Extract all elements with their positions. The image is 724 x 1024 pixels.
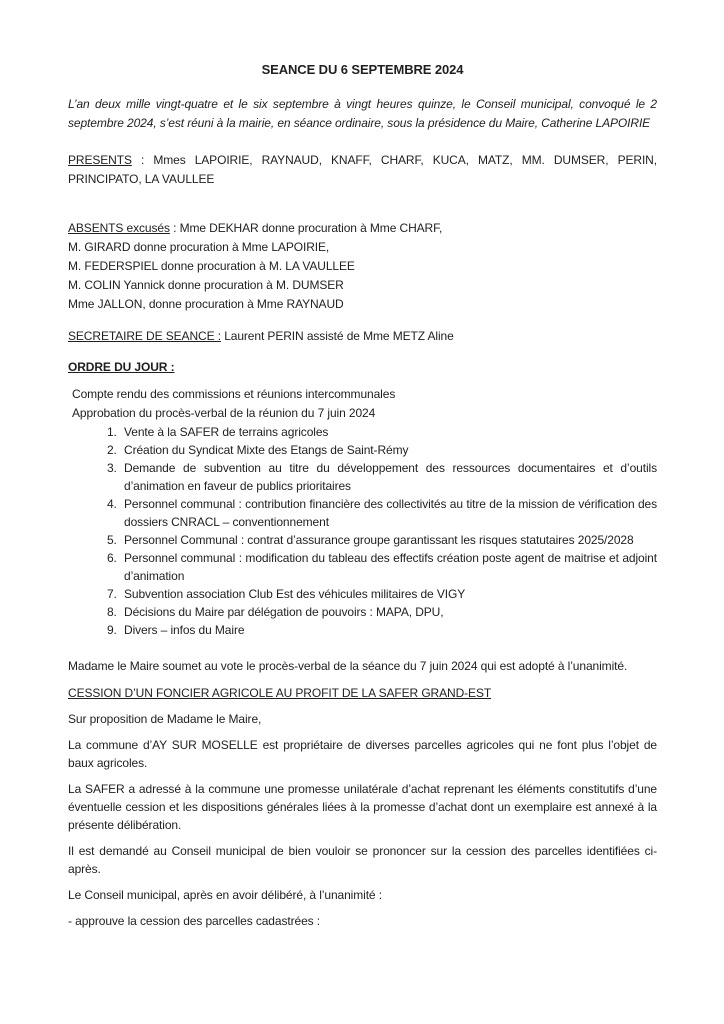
presents-paragraph xyxy=(68,151,657,189)
agenda-item: 1. Vente à la SAFER de terrains agricoles xyxy=(120,423,657,441)
cession-paragraph: La SAFER a adressé à la commune une promesse unilatérale d’achat reprenant les éléments constitutifs d’une éventuelle cession et les dispositions générales liées à la promesse d’achat dont un exemplaire est annexé à la présente délibération. xyxy=(68,782,657,832)
agenda-item: 5. Personnel Communal : contrat d’assurance groupe garantissant les risques statutaires 2025/2028 xyxy=(120,531,657,549)
secretaire-paragraph xyxy=(68,327,657,346)
agenda-item: 3. Demande de subvention au titre du développement des ressources documentaires et d’outils d’animation en faveur de publics prioritaires xyxy=(120,459,657,495)
ordre-du-jour-heading: ORDRE DU JOUR : xyxy=(68,360,175,374)
page-title: SEANCE DU 6 SEPTEMBRE 2024 xyxy=(261,62,464,77)
agenda-pre-item: Compte rendu des commissions et réunions intercommunales xyxy=(72,387,396,401)
absents-first-line-text: : Mme DEKHAR donne procuration à Mme CHARF, xyxy=(169,221,443,235)
agenda-item: 7. Subvention association Club Est des véhicules militaires de VIGY xyxy=(120,585,657,603)
absents-line: M. COLIN Yannick donne procuration à M. DUMSER xyxy=(68,278,344,292)
agenda-pre-item: Approbation du procès-verbal de la réunion du 7 juin 2024 xyxy=(72,406,376,420)
presents-text: : Mmes LAPOIRIE, RAYNAUD, KNAFF, CHARF, KUCA, MATZ, MM. DUMSER, PERIN, PRINCIPATO, LA VAULLEE xyxy=(68,153,657,186)
agenda-item: 9. Divers – infos du Maire xyxy=(120,621,657,639)
intro-paragraph: L’an deux mille vingt-quatre et le six septembre à vingt heures quinze, le Conseil municipal, convoqué le 2 septembre 2024, s’est réuni à la mairie, en séance ordinaire, sous la présidence du Maire, Catherine LAPOIRIE xyxy=(68,97,657,130)
absents-label: ABSENTS excusés xyxy=(68,221,170,235)
absents-line: Mme JALLON, donne procuration à Mme RAYNAUD xyxy=(68,297,344,311)
absents-line xyxy=(68,219,657,238)
cession-heading: CESSION D’UN FONCIER AGRICOLE AU PROFIT DE LA SAFER GRAND-EST xyxy=(68,686,492,700)
cession-paragraph: Il est demandé au Conseil municipal de bien vouloir se prononcer sur la cession des parcelles identifiées ci-après. xyxy=(68,844,657,876)
agenda-item: 8. Décisions du Maire par délégation de pouvoirs : MAPA, DPU, xyxy=(120,603,657,621)
agenda-item: 4. Personnel communal : contribution financière des collectivités au titre de la mission de vérification des dossiers CNRACL – conventionnement xyxy=(120,495,657,531)
agenda-list xyxy=(68,423,657,639)
absents-line: M. GIRARD donne procuration à Mme LAPOIRIE, xyxy=(68,240,330,254)
secretaire-label: SECRETAIRE DE SEANCE : xyxy=(68,329,221,343)
cession-paragraph: Le Conseil municipal, après en avoir délibéré, à l’unanimité : xyxy=(68,888,382,902)
vote-paragraph: Madame le Maire soumet au vote le procès-verbal de la séance du 7 juin 2024 qui est adopté à l’unanimité. xyxy=(68,659,628,673)
secretaire-text: Laurent PERIN assisté de Mme METZ Aline xyxy=(224,329,454,343)
agenda-item: 2. Création du Syndicat Mixte des Etangs de Saint-Rémy xyxy=(120,441,657,459)
cession-paragraph: Sur proposition de Madame le Maire, xyxy=(68,712,262,726)
agenda-item: 6. Personnel communal : modification du tableau des effectifs création poste agent de maitrise et adjoint d’animation xyxy=(120,549,657,585)
cession-paragraph: - approuve la cession des parcelles cadastrées : xyxy=(68,914,321,928)
cession-section xyxy=(68,684,657,930)
presents-label: PRESENTS xyxy=(68,153,132,167)
absents-line: M. FEDERSPIEL donne procuration à M. LA VAULLEE xyxy=(68,259,355,273)
cession-paragraph: La commune d’AY SUR MOSELLE est propriétaire de diverses parcelles agricoles qui ne font plus l’objet de baux agricoles. xyxy=(68,738,657,770)
absents-paragraph xyxy=(68,219,657,314)
